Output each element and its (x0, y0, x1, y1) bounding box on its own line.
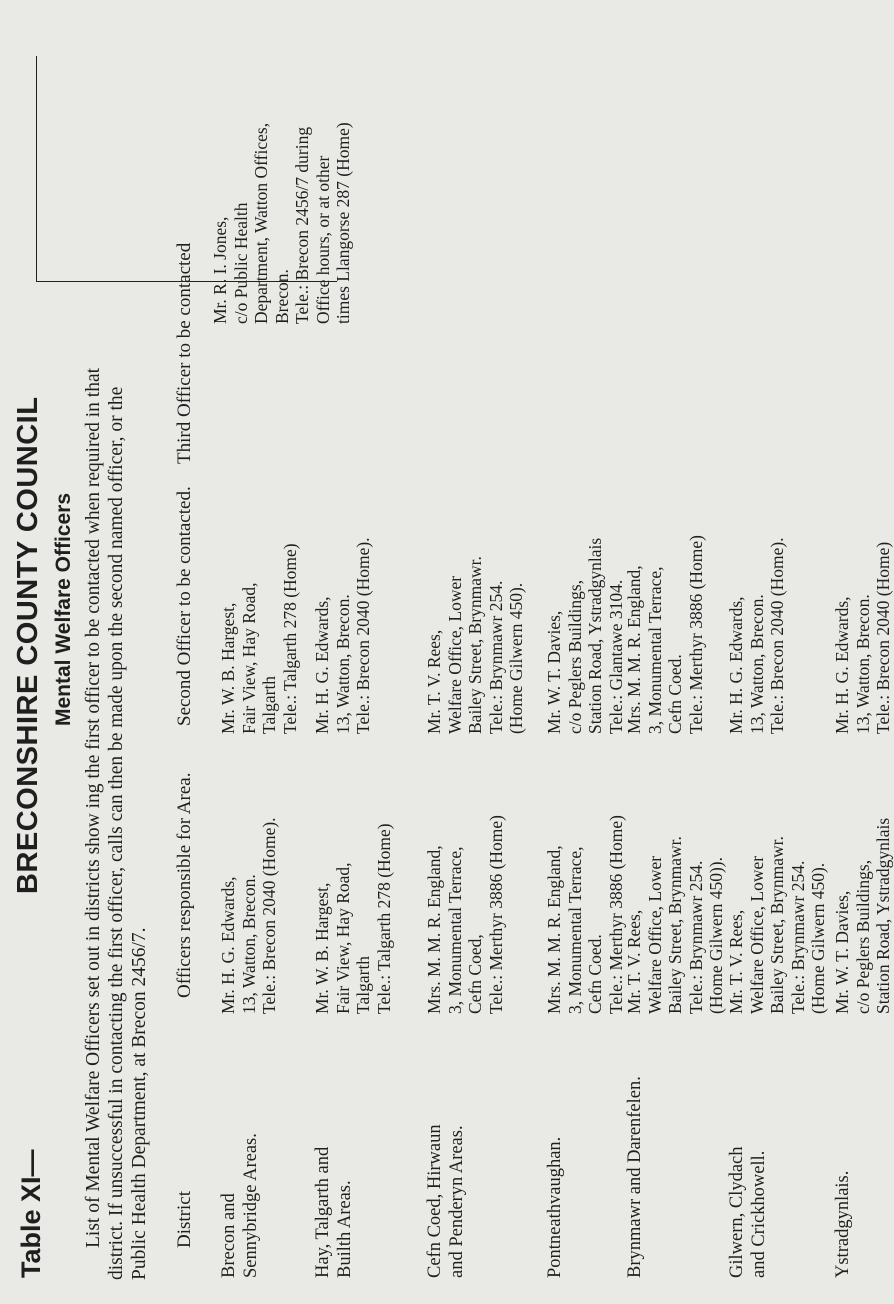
officer-line: 13, Watton, Brecon. (332, 594, 353, 734)
officer-line: (Home Gilwern 450)). (706, 857, 726, 1014)
officer-line: Mr. T. V. Rees, (726, 909, 746, 1014)
first-officer-ystradgynlais (832, 818, 894, 1014)
officer-line: Tele.: Merthyr 3886 (Home) (605, 815, 626, 1014)
district-line: Ystradgynlais. (833, 1170, 853, 1278)
district-line: Sennybridge Areas. (241, 1133, 261, 1278)
officer-line: Talgarth (259, 675, 279, 734)
first-officer-brynmawr (624, 836, 727, 1014)
third-officer-line: c/o Public Health (230, 202, 251, 324)
column-header-district: District (174, 1191, 195, 1248)
officer-line: Cefn Coed. (585, 934, 605, 1014)
officer-line: Welfare Office, Lower (644, 855, 665, 1014)
first-officer-pontneathvaughan (544, 815, 626, 1014)
officer-line: Mr. H. G. Edwards, (726, 596, 746, 734)
intro-line-1: List of Mental Welfare Officers set out in districts show ing the first officer to be contacted when required in that (83, 367, 104, 1248)
second-officer-cefn-coed (424, 556, 527, 734)
officer-line: Mr. H. G. Edwards, (832, 596, 852, 734)
officer-line: 13, Watton, Brecon. (852, 594, 873, 734)
officer-line: (Home Gilwern 450). (808, 862, 828, 1014)
district-pontneathvaughan (544, 1137, 566, 1278)
district-line: Brecon and (219, 1193, 239, 1278)
officer-line: c/o Peglers Buildings, (852, 859, 873, 1014)
district-ystradgynlais (832, 1171, 854, 1278)
officer-line: (Home Gilwern 450). (506, 582, 526, 734)
officer-line: c/o Peglers Buildings, (564, 579, 585, 734)
district-line: and Penderyn Areas. (447, 1125, 467, 1278)
second-officer-brynmawr (624, 535, 706, 734)
officer-line: Tele.: Brecon 2040 (Home). (353, 537, 373, 734)
officer-line: Mr. W. B. Hargest, (218, 602, 238, 734)
third-officer-line: Brecon. (271, 269, 292, 324)
officer-line: Mrs. M. M. R. England, (424, 845, 444, 1014)
officer-line: 3, Monumental Terrace, (564, 846, 585, 1014)
officer-line: Mr. T. V. Rees, (624, 909, 644, 1014)
officer-line: Mr. W. B. Hargest, (312, 882, 332, 1014)
officer-line: Station Road, Ystradgynlais (873, 817, 893, 1014)
third-officer-line: Mr. R. I. Jones, (210, 216, 230, 324)
district-cefn-coed (424, 1124, 468, 1278)
officer-line: Bailey Street, Brynmawr. (767, 836, 787, 1014)
officer-line: Fair View, Hay Road, (238, 582, 259, 734)
officer-line: Tele.: Merthyr 3886 (Home) (485, 815, 506, 1014)
district-line: and Crickhowell. (749, 1150, 769, 1278)
officer-line: Tele.: Brecon 2040 (Home). (259, 817, 279, 1014)
officer-line: Mr. H. G. Edwards, (218, 876, 238, 1014)
officer-line: Cefn Coed. (665, 654, 685, 734)
second-officer-brecon (218, 543, 300, 734)
officer-line: 3, Monumental Terrace, (644, 566, 665, 734)
intro-line-2: district. If unsuccessful in contacting the first officer, calls can then be made upon the second named officer, or the (106, 386, 127, 1280)
district-gilwern (726, 1146, 770, 1278)
officer-line: Mr. H. G. Edwards, (312, 596, 332, 734)
first-officer-hay (312, 823, 394, 1014)
officer-line: Mrs. M. M. R. England, (624, 565, 644, 734)
officer-line: 3, Monumental Terrace, (444, 846, 465, 1014)
officer-line: Mr. W. T. Davies, (544, 610, 564, 734)
first-officer-brecon (218, 817, 280, 1014)
officer-line: Tele.: Brynmawr 254. (787, 860, 808, 1014)
column-header-first-officer: Officers responsible for Area. (174, 772, 195, 998)
second-officer-hay (312, 537, 374, 734)
officer-line: Tele.: Merthyr 3886 (Home) (685, 535, 706, 734)
officer-line: Station Road, Ystradgynlais (585, 537, 605, 734)
officer-line: Mrs. M. M. R. England, (544, 845, 564, 1014)
intro-line-3: Public Health Department, at Brecon 2456/7. (129, 927, 150, 1280)
third-officer-line: times Llangorse 287 (Home) (333, 122, 353, 324)
second-officer-pontneathvaughan (544, 538, 626, 734)
officer-line: 13, Watton, Brecon. (746, 594, 767, 734)
officer-line: Fair View, Hay Road, (332, 862, 353, 1014)
district-hay (312, 1147, 356, 1278)
page-subtitle: Mental Welfare Officers (52, 492, 75, 726)
officer-line: Welfare Office, Lower (444, 575, 465, 734)
officer-line: Tele.: Brynmawr 254. (685, 860, 706, 1014)
officer-line: Mr. W. T. Davies, (832, 890, 852, 1014)
district-line: Hay, Talgarth and (313, 1146, 333, 1278)
third-officer-line: Office hours, or at other (312, 155, 333, 324)
district-line: Gilwern, Clydach (727, 1146, 747, 1278)
officer-line: Cefn Coed, (465, 934, 485, 1014)
third-officer-line: Department, Watton Offices, (251, 122, 271, 324)
district-line: Cefn Coed, Hirwaun (425, 1124, 445, 1278)
district-brynmawr (624, 1076, 646, 1278)
officer-line: Welfare Office, Lower (746, 855, 767, 1014)
officer-line: Tele.: Brynmawr 254. (485, 580, 506, 734)
district-line: Pontneathvaughan. (545, 1136, 565, 1278)
table-label: Table XI— (16, 1149, 46, 1278)
officer-line: Bailey Street, Brynmawr. (665, 836, 685, 1014)
district-line: Builth Areas. (335, 1180, 355, 1278)
officer-line: Tele.: Talgarth 278 (Home) (373, 823, 394, 1014)
officer-line: 13, Watton, Brecon. (238, 874, 259, 1014)
second-officer-gilwern (726, 537, 788, 734)
officer-line: Tele.: Talgarth 278 (Home) (279, 543, 300, 734)
officer-line: Tele.: Brecon 2040 (Home) (873, 541, 893, 734)
second-officer-ystradgynlais (832, 542, 894, 734)
first-officer-cefn-coed (424, 815, 506, 1014)
column-header-second-officer: Second Officer to be contacted. (174, 486, 195, 726)
district-brecon (218, 1133, 262, 1278)
first-officer-gilwern (726, 836, 829, 1014)
officer-line: Bailey Street, Brynmawr. (465, 556, 485, 734)
column-header-third-officer: Third Officer to be contacted (174, 242, 195, 464)
district-line: Brynmawr and Darenfelen. (625, 1076, 645, 1278)
third-officer-line: Tele.: Brecon 2456/7 during (292, 126, 312, 324)
officer-line: Mr. T. V. Rees, (424, 629, 444, 734)
officer-line: Tele.: Glantawe 3104. (605, 579, 626, 734)
officer-line: Tele.: Brecon 2040 (Home). (767, 537, 787, 734)
third-officer (210, 4, 360, 324)
page-title: BRECONSHIRE COUNTY COUNCIL (12, 396, 44, 894)
officer-line: Talgarth (353, 955, 373, 1014)
